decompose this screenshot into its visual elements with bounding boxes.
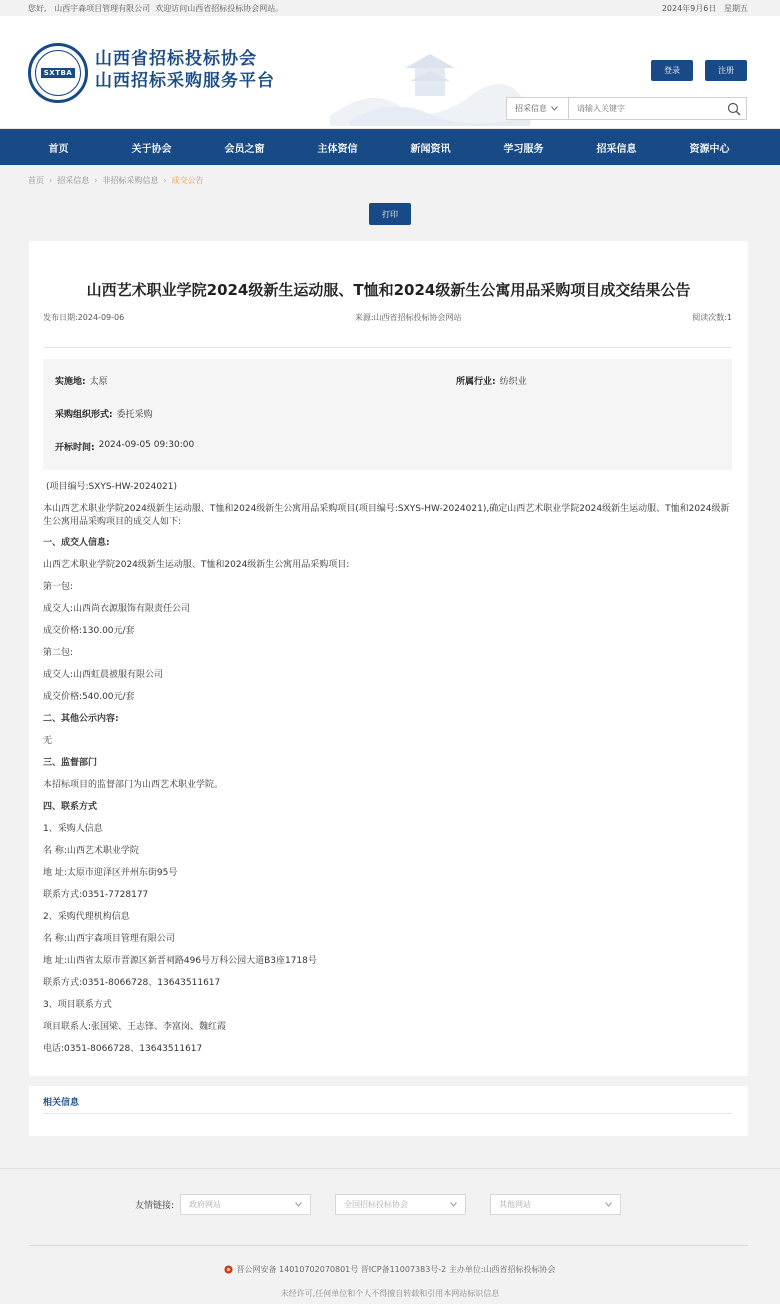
search-button[interactable] bbox=[722, 102, 746, 116]
chevron-right-icon: › bbox=[163, 175, 167, 185]
gov-sites-select[interactable]: 政府网站 bbox=[180, 1194, 311, 1215]
section-heading: 二、其他公示内容: bbox=[43, 714, 119, 724]
body-paragraph: 地 址:山西省太原市晋源区新晋祠路496号万科公园大道B3座1718号 bbox=[43, 956, 317, 966]
body-paragraph: 第一包: bbox=[43, 582, 74, 592]
nav-home[interactable]: 首页 bbox=[48, 143, 69, 155]
body-paragraph: 地 址:太原市迎泽区并州东街95号 bbox=[43, 868, 178, 878]
search-category-select[interactable]: 招采信息 bbox=[507, 98, 569, 119]
copyright-notice: 未经许可,任何单位和个人不得擅自转载和引用本网站标识信息 bbox=[280, 1289, 500, 1298]
welcome-text: 您好, 山西宇森项目管理有限公司 欢迎访问山西省招标投标协会网站。 bbox=[28, 3, 284, 13]
project-info-box bbox=[43, 359, 732, 470]
main-nav bbox=[0, 129, 780, 165]
police-badge-icon bbox=[224, 1265, 233, 1274]
print-button[interactable]: 打印 bbox=[369, 203, 411, 225]
body-paragraph: (项目编号:SXYS-HW-2024021) bbox=[46, 482, 178, 492]
breadcrumb bbox=[0, 165, 780, 195]
top-bar bbox=[0, 0, 780, 16]
site-header bbox=[0, 16, 780, 129]
nav-about[interactable]: 关于协会 bbox=[131, 143, 172, 155]
search-input[interactable] bbox=[569, 98, 722, 119]
pavilion-illustration bbox=[330, 36, 530, 126]
friendly-links-label: 友情链接: bbox=[135, 1201, 175, 1211]
nav-members[interactable]: 会员之窗 bbox=[224, 143, 265, 155]
body-paragraph: 成交价格:540.00元/套 bbox=[43, 692, 135, 702]
section-heading: 三、监督部门 bbox=[43, 758, 98, 768]
body-paragraph: 本招标项目的监督部门为山西艺术职业学院。 bbox=[43, 780, 224, 790]
section-heading: 四、联系方式 bbox=[43, 802, 98, 812]
body-paragraph: 成交人:山西尚衣源服饰有限责任公司 bbox=[43, 604, 191, 614]
body-paragraph: 山西艺术职业学院2024级新生运动服、T恤和2024级新生公寓用品采购项目: bbox=[43, 560, 350, 570]
logo-badge: SXTBA bbox=[41, 68, 75, 78]
article-title: 山西艺术职业学院2024级新生运动服、T恤和2024级新生公寓用品采购项目成交结果公告 bbox=[86, 281, 691, 299]
current-user: 山西宇森项目管理有限公司 bbox=[54, 3, 151, 13]
nav-credit[interactable]: 主体资信 bbox=[317, 143, 358, 155]
body-paragraph: 1、采购人信息 bbox=[43, 824, 103, 834]
body-paragraph: 项目联系人:张国梁、王志锋、李富岗、魏红霞 bbox=[43, 1022, 227, 1032]
search-icon bbox=[727, 102, 741, 116]
nav-news[interactable]: 新闻资讯 bbox=[410, 143, 451, 155]
nav-resources[interactable]: 资源中心 bbox=[689, 143, 730, 155]
body-paragraph: 2、采购代理机构信息 bbox=[43, 912, 130, 922]
view-count: 阅读次数:1 bbox=[692, 313, 732, 322]
breadcrumb-home[interactable]: 首页 bbox=[28, 175, 44, 185]
body-paragraph: 第二包: bbox=[43, 648, 74, 658]
breadcrumb-procurement[interactable]: 招采信息 bbox=[57, 175, 90, 185]
chevron-down-icon bbox=[605, 1202, 612, 1207]
search-bar bbox=[506, 97, 747, 120]
other-sites-select[interactable]: 其他网站 bbox=[490, 1194, 621, 1215]
login-button[interactable]: 登录 bbox=[651, 60, 693, 81]
body-paragraph: 电话:0351-8066728、13643511617 bbox=[43, 1044, 203, 1054]
current-date: 2024年9月6日 星期五 bbox=[661, 3, 748, 13]
breadcrumb-nontender[interactable]: 非招标采购信息 bbox=[102, 175, 159, 185]
nav-procurement[interactable]: 招采信息 bbox=[596, 143, 637, 155]
association-logo[interactable] bbox=[28, 43, 88, 103]
org-form-row: 采购组织形式: 委托采购 bbox=[55, 410, 153, 420]
body-paragraph: 本山西艺术职业学院2024级新生运动服、T恤和2024级新生公寓用品采购项目(项目编号:SXYS-HW-2024021),确定山西艺术职业学院2024级新生运动服、T恤和2024级新生公寓用品采购项目的成交人如下: bbox=[43, 504, 730, 527]
chevron-right-icon: › bbox=[94, 175, 98, 185]
section-heading: 一、成交人信息: bbox=[43, 538, 110, 548]
chevron-right-icon: › bbox=[49, 175, 53, 185]
site-footer bbox=[0, 1168, 780, 1304]
article-body bbox=[43, 481, 732, 1065]
national-assoc-select[interactable]: 全国招标投标协会 bbox=[335, 1194, 466, 1215]
icp-info: 晋公网安备 14010702070801号 晋ICP备11007383号-2 主办单位:山西省招标投标协会 bbox=[0, 1264, 780, 1275]
chevron-down-icon bbox=[295, 1202, 302, 1207]
article-card bbox=[29, 241, 748, 1076]
body-paragraph: 联系方式:0351-8066728、13643511617 bbox=[43, 978, 221, 988]
divider bbox=[43, 347, 732, 348]
body-paragraph: 无 bbox=[43, 736, 53, 746]
chevron-down-icon bbox=[450, 1202, 457, 1207]
article-meta bbox=[43, 312, 732, 323]
body-paragraph: 联系方式:0351-7728177 bbox=[43, 890, 149, 900]
body-paragraph: 名 称:山西艺术职业学院 bbox=[43, 846, 139, 856]
location-row: 实施地: 太原 bbox=[55, 377, 108, 387]
body-paragraph: 3、项目联系方式 bbox=[43, 1000, 112, 1010]
friendly-links bbox=[135, 1194, 621, 1215]
industry-row: 所属行业: 纺织业 bbox=[456, 377, 527, 387]
publish-date: 发布日期:2024-09-06 bbox=[43, 313, 125, 322]
related-title: 相关信息 bbox=[43, 1098, 80, 1108]
register-button[interactable]: 注册 bbox=[705, 60, 747, 81]
body-paragraph: 成交人:山西虹晨被服有限公司 bbox=[43, 670, 164, 680]
article-source: 来源:山西省招标投标协会网站 bbox=[354, 313, 462, 322]
body-paragraph: 成交价格:130.00元/套 bbox=[43, 626, 135, 636]
related-info bbox=[29, 1086, 748, 1136]
open-time-row: 开标时间: 2024-09-05 09:30:00 bbox=[55, 440, 195, 453]
site-name[interactable]: 山西省招标投标协会 山西招标采购服务平台 bbox=[95, 49, 275, 91]
breadcrumb-current: 成交公告 bbox=[171, 175, 204, 185]
chevron-down-icon bbox=[551, 106, 558, 111]
body-paragraph: 名 称:山西宇森项目管理有限公司 bbox=[43, 934, 175, 944]
nav-learning[interactable]: 学习服务 bbox=[503, 143, 544, 155]
